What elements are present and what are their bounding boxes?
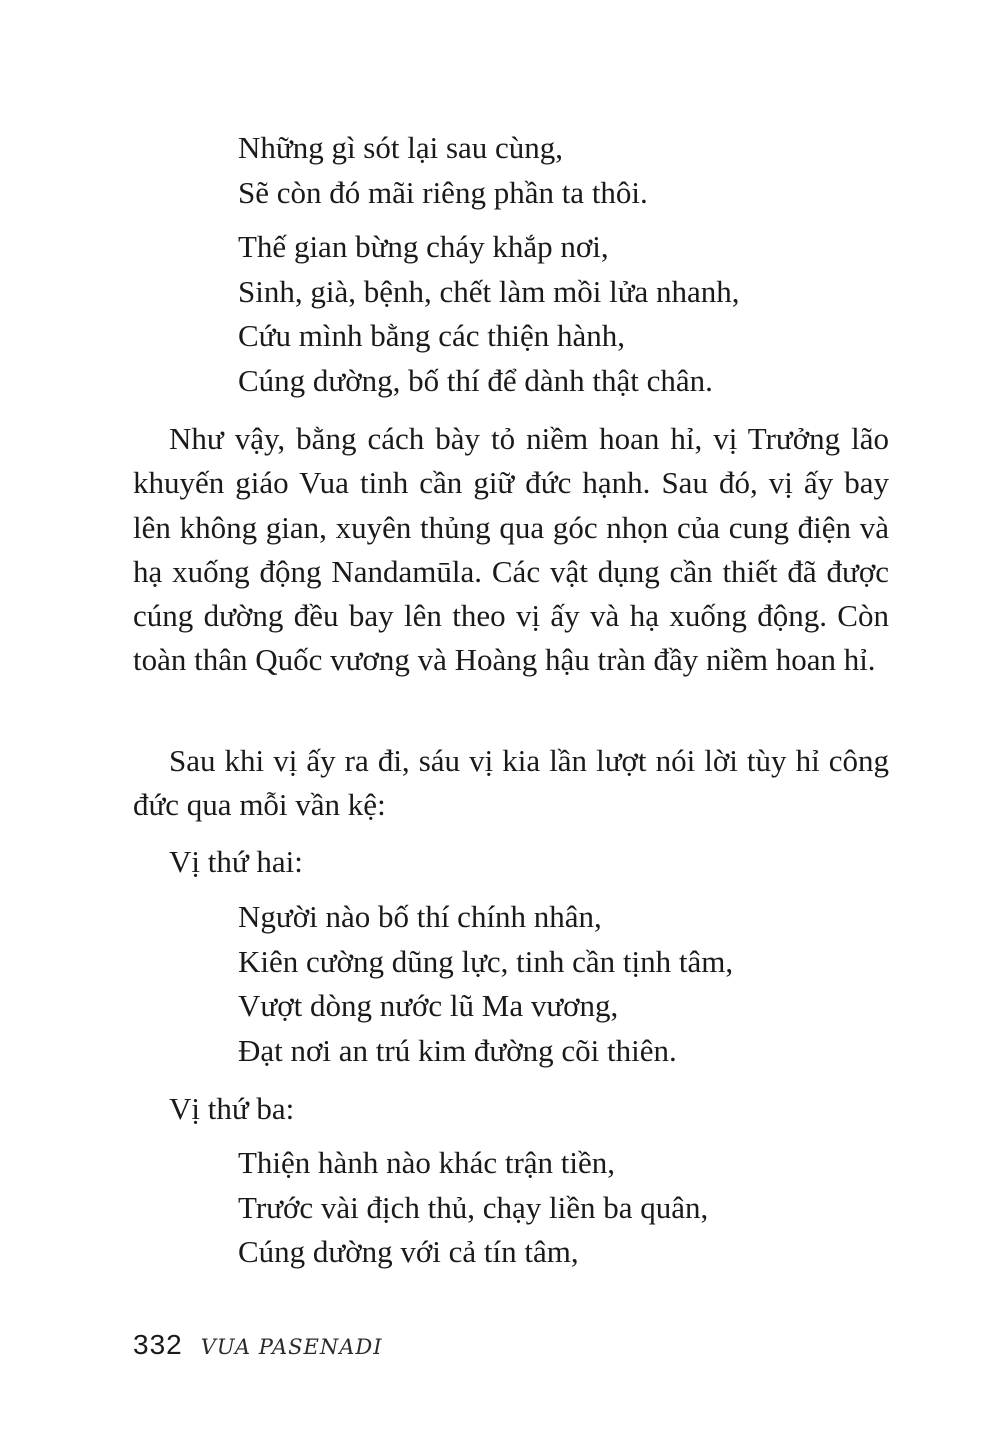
verse-line: Thiện hành nào khác trận tiền, xyxy=(238,1145,616,1180)
verse-stanza-1 xyxy=(238,126,938,215)
verse-line: Người nào bố thí chính nhân, xyxy=(238,899,602,934)
running-title: VUA PASENADI xyxy=(200,1335,383,1359)
verse-line: Trước vài địch thủ, chạy liền ba quân, xyxy=(238,1189,709,1225)
verse-line: Sinh, già, bệnh, chết làm mồi lửa nhanh, xyxy=(238,273,740,309)
prose-paragraph-1: Như vậy, bằng cách bày tỏ niềm hoan hỉ, vị Trưởng lão khuyến giáo Vua tinh cần giữ đức hạnh. Sau đó, vị ấy bay lên không gian, xuyên thủng qua góc nhọn của cung điện và hạ xuống động Nandamūla. Các vật dụng cần thiết đã được cúng dường đều bay lên theo vị ấy và hạ xuống động. Còn toàn thân Quốc vương và Hoàng hậu tràn đầy niềm hoan hỉ. xyxy=(133,421,889,678)
prose-paragraph-2: Sau khi vị ấy ra đi, sáu vị kia lần lượt nói lời tùy hỉ công đức qua mỗi vần kệ: xyxy=(133,743,889,823)
verse-line: Cúng dường với cả tín tâm, xyxy=(238,1234,579,1269)
verse-line: Đạt nơi an trú kim đường cõi thiên. xyxy=(238,1032,677,1068)
page-footer xyxy=(133,1329,383,1361)
verse-line: Vượt dòng nước lũ Ma vương, xyxy=(238,988,619,1023)
verse-line: Thế gian bừng cháy khắp nơi, xyxy=(238,229,609,264)
page-number: 332 xyxy=(133,1329,183,1360)
verse-line: Kiên cường dũng lực, tinh cần tịnh tâm, xyxy=(238,943,734,979)
verse-stanza-4 xyxy=(238,1141,938,1275)
speaker-label-third: Vị thứ ba: xyxy=(169,1091,295,1126)
verse-line: Sẽ còn đó mãi riêng phần ta thôi. xyxy=(238,174,648,210)
verse-line: Cứu mình bằng các thiện hành, xyxy=(238,318,625,353)
verse-stanza-2 xyxy=(238,225,938,403)
speaker-label-second: Vị thứ hai: xyxy=(169,844,303,879)
verse-line: Cúng dường, bố thí để dành thật chân. xyxy=(238,362,713,398)
verse-stanza-3 xyxy=(238,895,938,1073)
verse-line: Những gì sót lại sau cùng, xyxy=(238,130,564,165)
